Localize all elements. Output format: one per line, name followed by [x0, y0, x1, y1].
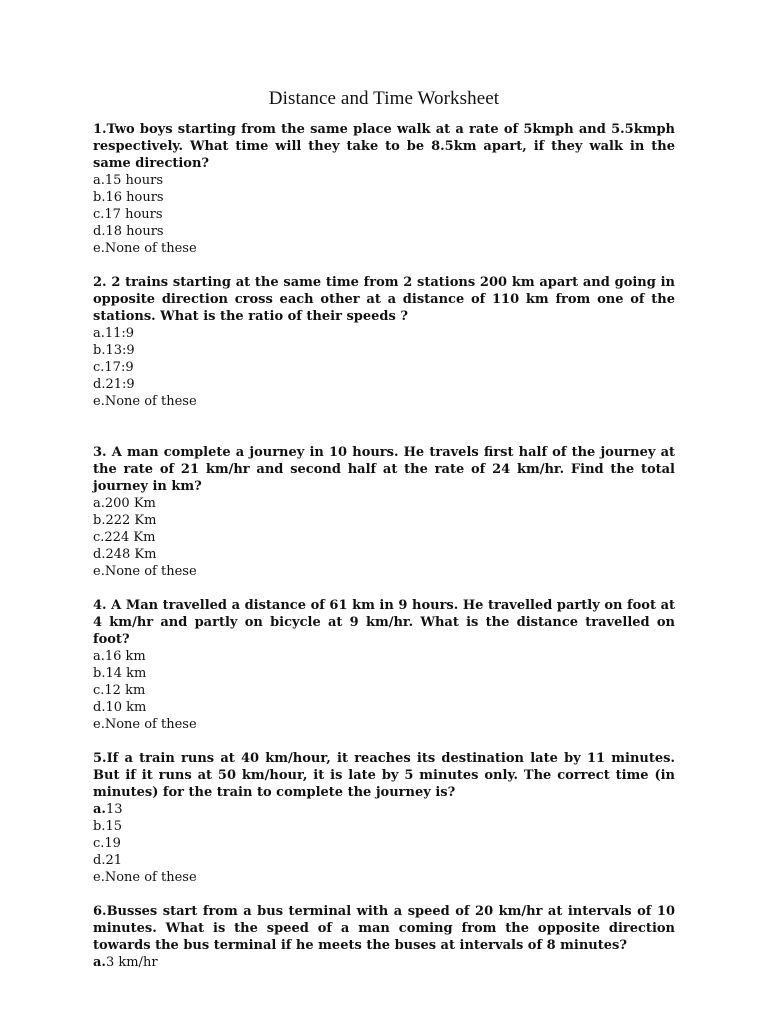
spacer: [93, 580, 675, 597]
option-c: c.19: [93, 836, 121, 851]
options-list: [93, 172, 675, 257]
option-a: [93, 801, 675, 818]
option-e: e.None of these: [93, 241, 197, 256]
option-d: d.21:9: [93, 377, 135, 392]
question-text: 1.Two boys starting from the same place walk at a rate of 5kmph and 5.5kmph respectively. What time will they take to be 8.5km apart, if they walk in the same direction?: [93, 122, 675, 171]
question-text: 3. A man complete a journey in 10 hours. He travels first half of the journey at the rate of 21 km/hr and second half at the rate of 24 km/hr. Find the total journey in km?: [93, 445, 675, 494]
option-d: d.21: [93, 853, 122, 868]
option-e: e.None of these: [93, 870, 197, 885]
option-a: a.16 km: [93, 649, 146, 664]
question-2: [93, 274, 675, 410]
question-text: 4. A Man travelled a distance of 61 km in 9 hours. He travelled partly on foot at 4 km/hr and partly on bicycle at 9 km/hr. What is the distance travelled on foot?: [93, 598, 675, 647]
option-value: 3 km/hr: [105, 955, 158, 970]
option-b: b.13:9: [93, 343, 135, 358]
option-d: d.10 km: [93, 700, 147, 715]
option-letter: a.: [93, 802, 106, 817]
option-c: c.224 Km: [93, 530, 156, 545]
options-list: [93, 954, 675, 971]
spacer: [93, 410, 675, 444]
options-list: [93, 648, 675, 733]
question-3: [93, 444, 675, 580]
option-a: [93, 954, 675, 971]
option-c: c.12 km: [93, 683, 146, 698]
option-e: e.None of these: [93, 394, 197, 409]
option-b: b.14 km: [93, 666, 147, 681]
option-a: a.11:9: [93, 326, 135, 341]
worksheet-page: [93, 88, 675, 971]
option-e: e.None of these: [93, 717, 197, 732]
question-6: [93, 903, 675, 971]
option-e: e.None of these: [93, 564, 197, 579]
option-a: a.15 hours: [93, 173, 164, 188]
question-text: 5.If a train runs at 40 km/hour, it reaches its destination late by 11 minutes. But if it runs at 50 km/hour, it is late by 5 minutes only. The correct time (in minutes) for the train to complete the journey is?: [93, 751, 675, 800]
options-list: [93, 325, 675, 410]
question-5: [93, 750, 675, 886]
spacer: [93, 886, 675, 903]
option-c: c.17:9: [93, 360, 134, 375]
options-list: [93, 801, 675, 886]
question-4: [93, 597, 675, 733]
option-c: c.17 hours: [93, 207, 163, 222]
options-list: [93, 495, 675, 580]
page-title: Distance and Time Worksheet: [268, 88, 500, 109]
question-text: 6.Busses start from a bus terminal with a speed of 20 km/hr at intervals of 10 minutes. What is the speed of a man coming from the opposite direction towards the bus terminal if he meets the buses at intervals of 8 minutes?: [93, 904, 675, 953]
option-b: b.222 Km: [93, 513, 157, 528]
option-b: b.16 hours: [93, 190, 164, 205]
question-text: 2. 2 trains starting at the same time from 2 stations 200 km apart and going in opposite direction cross each other at a distance of 110 km from one of the stations. What is the ratio of their speeds ?: [93, 275, 675, 324]
option-d: d.18 hours: [93, 224, 164, 239]
question-1: [93, 121, 675, 257]
option-a: a.200 Km: [93, 496, 156, 511]
option-letter: a.: [93, 955, 106, 970]
option-d: d.248 Km: [93, 547, 157, 562]
spacer: [93, 257, 675, 274]
option-value: 13: [105, 802, 123, 817]
spacer: [93, 733, 675, 750]
option-b: b.15: [93, 819, 122, 834]
